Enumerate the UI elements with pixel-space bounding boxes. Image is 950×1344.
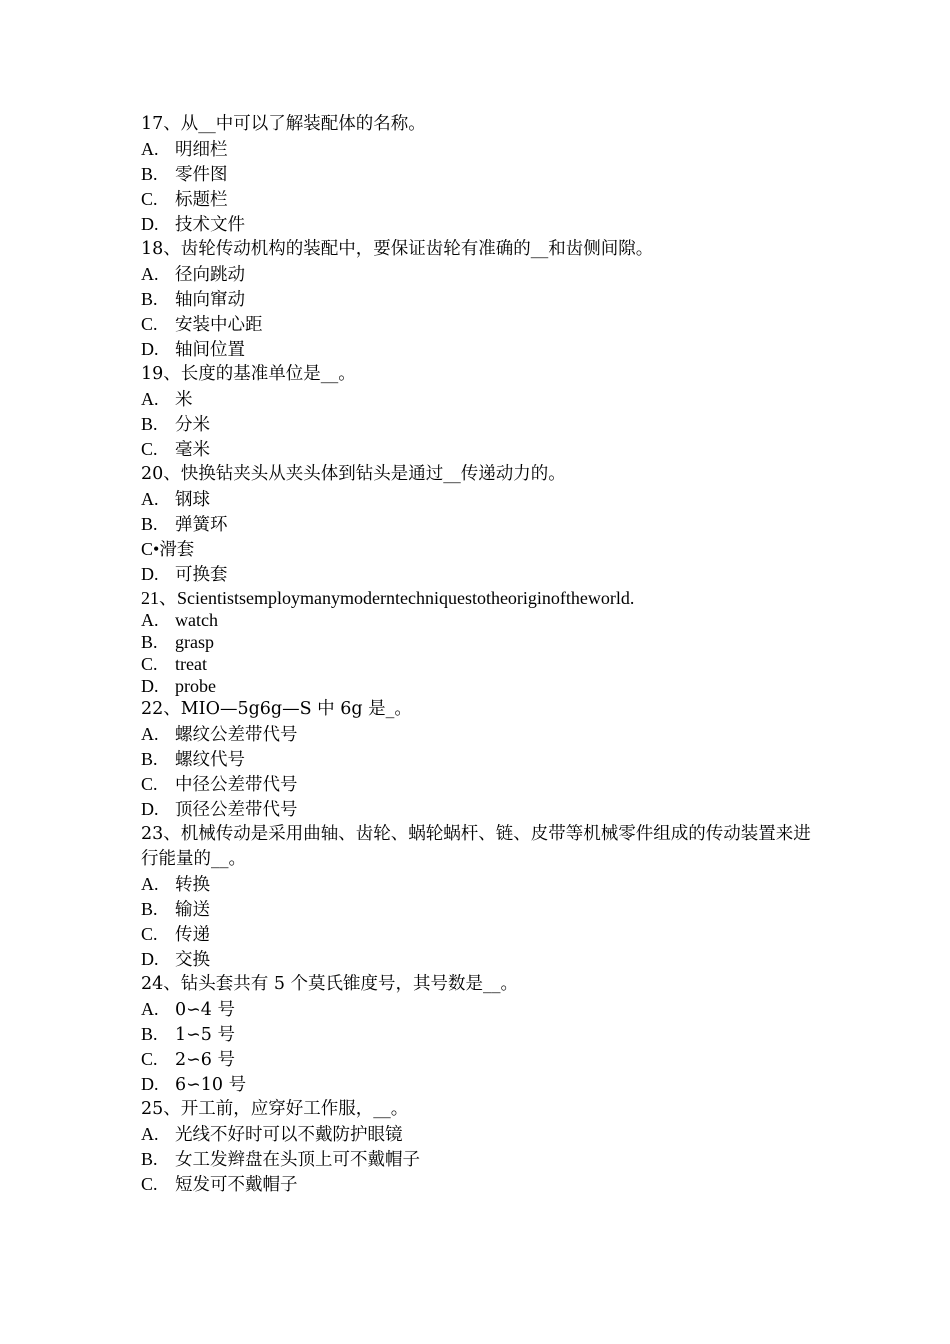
option-letter: C.: [141, 924, 158, 944]
option-letter: B.: [141, 749, 158, 769]
question-stem: 25、开工前，应穿好工作服，__。: [141, 1099, 409, 1119]
option-letter: B.: [141, 899, 158, 919]
option-text: 安装中心距: [175, 315, 263, 335]
option-text: 0∽4 号: [175, 1000, 235, 1020]
option-text: watch: [175, 610, 218, 630]
option-text: 技术文件: [175, 215, 245, 235]
option-c: [141, 187, 821, 212]
option-letter: A.: [141, 724, 159, 744]
option-c: [141, 437, 821, 462]
option-a: [141, 137, 821, 162]
option-text: 转换: [175, 875, 210, 895]
question-stem: 23、机械传动是采用曲轴、齿轮、蜗轮蜗杆、链、皮带等机械零件组成的传动装置来进行能量的__。: [141, 824, 811, 869]
option-letter: B.: [141, 1149, 158, 1169]
question-stem: 18、齿轮传动机构的装配中，要保证齿轮有准确的__和齿侧间隙。: [141, 239, 654, 259]
option-text: 轴向窜动: [175, 290, 245, 310]
option-letter: C.: [141, 1049, 158, 1069]
option-letter: A.: [141, 139, 159, 159]
option-letter: C.: [141, 314, 158, 334]
option-text: 毫米: [175, 440, 210, 460]
option-letter: B.: [141, 1024, 158, 1044]
option-letter: D.: [141, 1074, 159, 1094]
option-text: 女工发辫盘在头顶上可不戴帽子: [175, 1150, 420, 1170]
option-c: [141, 1047, 821, 1072]
option-text: 1∽5 号: [175, 1025, 235, 1045]
option-c: [141, 537, 821, 562]
option-a: [141, 722, 821, 747]
option-d: [141, 562, 821, 587]
option-text: 标题栏: [175, 190, 228, 210]
option-text: treat: [175, 654, 207, 674]
option-text: 传递: [175, 925, 210, 945]
question-stem: 20、快换钻夹头从夹头体到钻头是通过__传递动力的。: [141, 464, 566, 484]
option-text: 零件图: [175, 165, 228, 185]
option-letter: C.: [141, 774, 158, 794]
option-a: [141, 1122, 821, 1147]
option-letter: A.: [141, 389, 159, 409]
option-a: [141, 262, 821, 287]
option-letter: C.: [141, 439, 158, 459]
option-text: grasp: [175, 632, 214, 652]
question-stem: 24、钻头套共有 5 个莫氏锥度号，其号数是__。: [141, 974, 519, 994]
option-letter: C.: [141, 654, 158, 674]
option-letter: B.: [141, 414, 158, 434]
option-text: 轴间位置: [175, 340, 245, 360]
option-b: [141, 287, 821, 312]
option-b: [141, 162, 821, 187]
option-letter: A.: [141, 264, 159, 284]
option-d: [141, 797, 821, 822]
option-letter: A.: [141, 874, 159, 894]
option-letter: A.: [141, 610, 159, 630]
option-letter: C•: [141, 539, 160, 559]
option-b: [141, 897, 821, 922]
question-stem: 21、Scientistsemploymanymoderntechniquestotheoriginoftheworld.: [141, 588, 635, 608]
option-letter: A.: [141, 1124, 159, 1144]
option-text: 明细栏: [175, 140, 228, 160]
option-b: [141, 412, 821, 437]
option-a: [141, 872, 821, 897]
option-b: [141, 1022, 821, 1047]
option-b: [141, 512, 821, 537]
option-text: 螺纹公差带代号: [175, 725, 298, 745]
option-letter: A.: [141, 489, 159, 509]
option-text: 光线不好时可以不戴防护眼镜: [175, 1125, 403, 1145]
option-text: 2∽6 号: [175, 1050, 235, 1070]
option-text: 滑套: [159, 540, 195, 560]
option-text: 短发可不戴帽子: [175, 1175, 298, 1195]
option-text: probe: [175, 676, 216, 696]
option-b: [141, 631, 821, 653]
option-d: [141, 1072, 821, 1097]
option-d: [141, 212, 821, 237]
option-d: [141, 947, 821, 972]
option-text: 可换套: [175, 565, 228, 585]
option-b: [141, 747, 821, 772]
option-letter: A.: [141, 999, 159, 1019]
option-letter: D.: [141, 339, 159, 359]
option-text: 输送: [175, 900, 210, 920]
option-text: 顶径公差带代号: [175, 800, 298, 820]
option-letter: D.: [141, 564, 159, 584]
option-letter: B.: [141, 164, 158, 184]
option-d: [141, 675, 821, 697]
question-stem: 17、从__中可以了解装配体的名称。: [141, 114, 426, 134]
option-letter: D.: [141, 949, 159, 969]
question-stem: 22、MIO—5g6g—S 中 6g 是_。: [141, 699, 412, 719]
option-letter: D.: [141, 799, 159, 819]
option-text: 弹簧环: [175, 515, 228, 535]
option-c: [141, 772, 821, 797]
option-c: [141, 312, 821, 337]
option-a: [141, 387, 821, 412]
option-c: [141, 653, 821, 675]
option-a: [141, 997, 821, 1022]
option-a: [141, 487, 821, 512]
option-letter: B.: [141, 289, 158, 309]
question-stem: 19、长度的基准单位是__。: [141, 364, 356, 384]
option-a: [141, 609, 821, 631]
option-letter: D.: [141, 676, 159, 696]
option-letter: B.: [141, 514, 158, 534]
option-letter: C.: [141, 189, 158, 209]
option-c: [141, 1172, 821, 1197]
option-d: [141, 337, 821, 362]
question-list: [141, 112, 821, 1197]
option-text: 分米: [175, 415, 210, 435]
option-text: 径向跳动: [175, 265, 245, 285]
option-text: 钢球: [175, 490, 210, 510]
option-c: [141, 922, 821, 947]
option-text: 中径公差带代号: [175, 775, 298, 795]
option-text: 交换: [175, 950, 210, 970]
option-text: 螺纹代号: [175, 750, 245, 770]
option-letter: B.: [141, 632, 158, 652]
option-b: [141, 1147, 821, 1172]
option-text: 6∽10 号: [175, 1075, 247, 1095]
option-text: 米: [175, 390, 193, 410]
option-letter: D.: [141, 214, 159, 234]
option-letter: C.: [141, 1174, 158, 1194]
